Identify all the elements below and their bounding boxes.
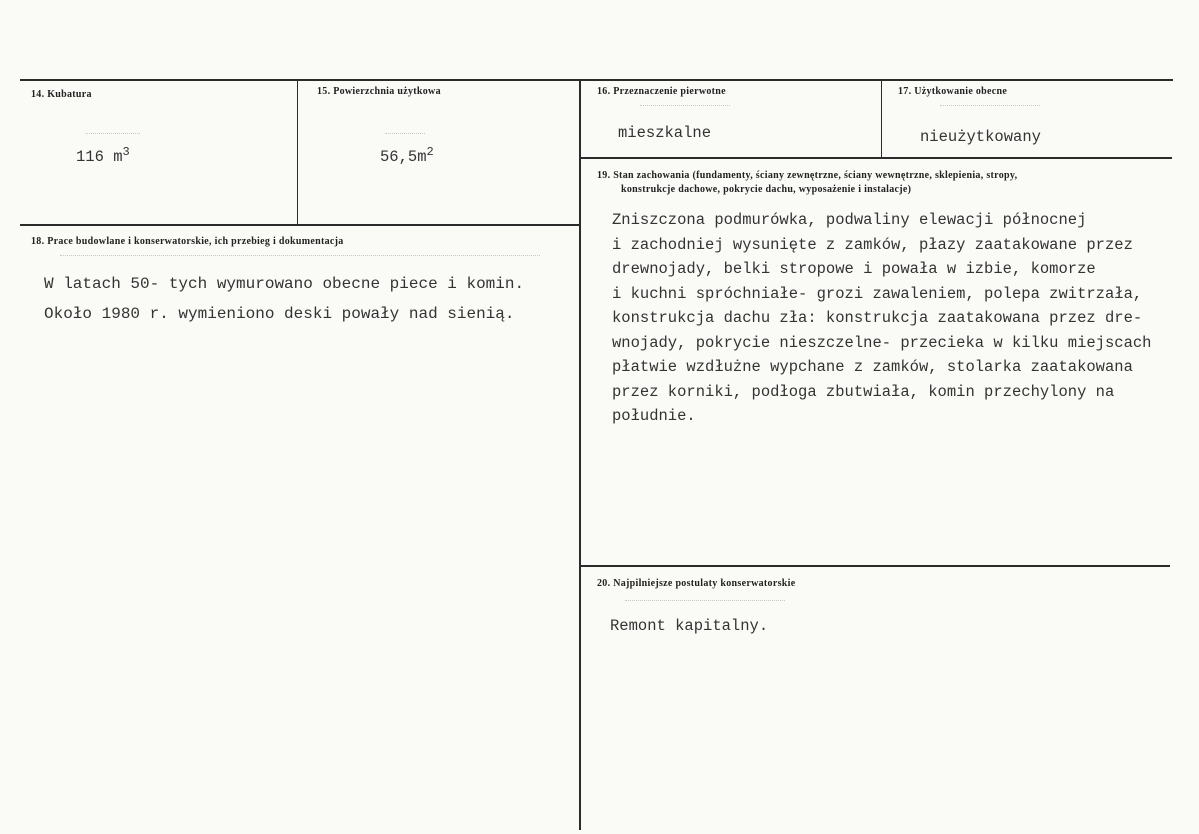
field-19-line: Zniszczona podmurówka, podwaliny elewacji północnej (612, 211, 1087, 229)
field-17-value: nieużytkowany (920, 128, 1041, 146)
field-19-line: wnojady, pokrycie nieszczelne- przecieka w kilku miejscach (612, 333, 1152, 352)
field-19-line: drewnojady, belki stropowe i powała w izbie, komorze (612, 260, 1096, 278)
guide-dots (940, 105, 1040, 107)
field-16-value: mieszkalne (618, 124, 712, 142)
field-19-line: konstrukcja dachu zła: konstrukcja zaatakowana przez dre- (612, 309, 1143, 327)
field-14-value (76, 145, 130, 166)
divider-14-15 (297, 80, 298, 225)
field-17-label: 17. Użytkowanie obecne (898, 86, 1008, 97)
field-14-label: 14. Kubatura (31, 89, 92, 100)
field-19-label-line2: konstrukcje dachowe, pokrycie dachu, wyposażenie i instalacje) (621, 184, 912, 195)
field-19-line: i kuchni spróchniałe- grozi zawaleniem, polepa zwitrzała, (612, 284, 1143, 303)
field-18-line: W latach 50- tych wymurowano obecne piece i komin. (44, 275, 525, 293)
field-20-value: Remont kapitalny. (610, 617, 769, 635)
line-below-14-15 (20, 224, 580, 226)
guide-dots (625, 600, 785, 602)
line-below-16-17 (580, 157, 1172, 159)
field-19-line: przez korniki, podłoga zbutwiała, komin przechylony na (612, 382, 1115, 401)
field-19-label-line1: 19. Stan zachowania (fundamenty, ściany zewnętrzne, ściany wewnętrzne, sklepienia, stropy, (597, 170, 1018, 181)
area-unit-exponent: 2 (426, 145, 434, 159)
top-border-line (20, 79, 1173, 81)
field-18-label: 18. Prace budowlane i konserwatorskie, ich przebieg i dokumentacja (31, 236, 344, 247)
field-15-value (380, 145, 434, 166)
field-18-line: Około 1980 r. wymieniono deski powały nad sienią. (44, 305, 515, 323)
area-value: 56,5m (380, 148, 427, 167)
guide-dots (60, 255, 540, 257)
line-above-20 (580, 565, 1170, 567)
kubatura-unit-exponent: 3 (122, 145, 130, 159)
guide-dots (385, 133, 425, 135)
field-20-label: 20. Najpilniejsze postulaty konserwatorskie (597, 578, 796, 589)
kubatura-value: 116 m (76, 148, 123, 167)
field-19-line: płatwie wzdłużne wypchane z zamków, stolarka zaatakowana (612, 358, 1133, 376)
divider-15-16 (579, 80, 581, 830)
guide-dots (640, 105, 730, 107)
field-19-line: i zachodniej wysunięte z zamków, płazy zaatakowane przez (612, 235, 1133, 254)
divider-16-17 (881, 80, 882, 157)
field-19-line: południe. (612, 407, 696, 425)
field-19-text (612, 208, 1186, 429)
field-18-text (44, 271, 524, 327)
guide-dots (85, 133, 140, 135)
field-16-label: 16. Przeznaczenie pierwotne (597, 86, 726, 97)
field-15-label: 15. Powierzchnia użytkowa (317, 86, 441, 97)
